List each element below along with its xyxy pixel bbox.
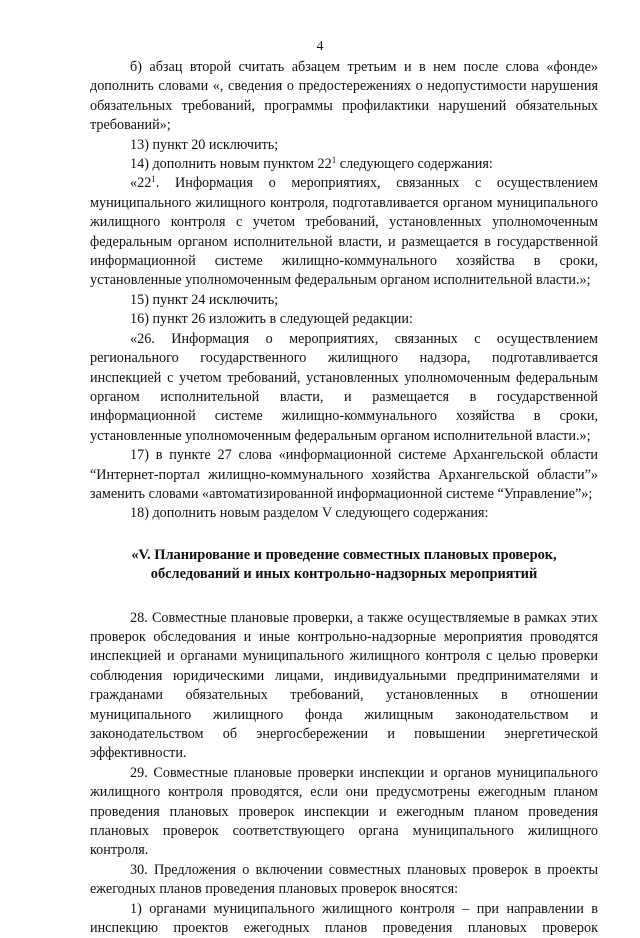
item-13: 13) пункт 20 исключить; bbox=[130, 136, 279, 153]
item-15: 15) пункт 24 исключить; bbox=[130, 291, 279, 308]
clause-29: 29. Совместные плановые проверки инспекции и органов муниципального жилищного контроля проводятся, если они предусмотрены ежегодным планом проведения плановых проверок инспекции и ежегодным планом проведения плановых проверок соответствующего органа муниципального жилищного контроля. bbox=[90, 764, 598, 859]
clause-28: 28. Совместные плановые проверки, а также осуществляемые в рамках этих проверок обследования и иные контрольно-надзорные мероприятия проводятся инспекцией и органами муниципального жилищного контроля с целью проверки соблюдения юридическими лицами, индивидуальными предпринимателями и гражданами обязательных требований, установленных в отношении муниципального жилищного фонда жилищным законодательством и законодательством об энергосбережении и повышении энергетической эффективности. bbox=[90, 609, 598, 762]
superscript: 1 bbox=[151, 174, 156, 185]
section-heading bbox=[90, 546, 598, 585]
clause-30-item-1: 1) органами муниципального жилищного контроля – при направлении в инспекцию проектов ежегодных планов проведения плановых проверок bbox=[90, 900, 598, 937]
item-18: 18) дополнить новым разделом V следующего содержания: bbox=[130, 505, 489, 522]
page-number: 4 bbox=[316, 39, 324, 54]
item-14: 14) дополнить новым пунктом $22^1$ следующего содержания: bbox=[130, 155, 493, 173]
item-17: 17) в пункте 27 слова «информационной системе Архангельской области “Интернет-портал жилищно-коммунального хозяйства Архангельской области”» заменить словами «автоматизированной информационной системе “Управление”»; bbox=[90, 447, 598, 502]
document-body bbox=[90, 58, 598, 938]
item-16: 16) пункт 26 изложить в следующей редакции: bbox=[130, 311, 413, 328]
clause-22-1: «$22^1$. Информация о мероприятиях, связанных с осуществлением муниципального жилищного контроля, подготавливается органом муниципального жилищного контроля с учетом требований, установленных уполномоченным федеральным органом исполнительной власти, и размещается в государственной информационной системе жилищно-коммунального хозяйства в сроки, установленные уполномоченным федеральным органом исполнительной власти.»; bbox=[90, 174, 598, 289]
superscript: 1 bbox=[331, 155, 337, 166]
paragraph-b: б) абзац второй считать абзацем третьим и в нем после слова «фонде» дополнить словами «, сведения о предостережениях о недопустимости нарушения обязательных требований, программы профилактики нарушений обязательных требований»; bbox=[90, 59, 598, 134]
section-heading-line-1: «V. Планирование и проведение совместных плановых проверок, bbox=[131, 546, 557, 563]
section-heading-line-2: обследований и иных контрольно-надзорных мероприятий bbox=[150, 566, 538, 583]
clause-30: 30. Предложения о включении совместных плановых проверок в проекты ежегодных планов проведения плановых проверок вносятся: bbox=[90, 861, 598, 898]
clause-26: «26. Информация о мероприятиях, связанных с осуществлением регионального государственного жилищного надзора, подготавливается инспекцией с учетом требований, установленных уполномоченным федеральным органом исполнительной власти, и размещается в государственной информационной системе жилищно-коммунального хозяйства в сроки, установленные уполномоченным федеральным органом исполнительной власти.»; bbox=[90, 330, 598, 444]
